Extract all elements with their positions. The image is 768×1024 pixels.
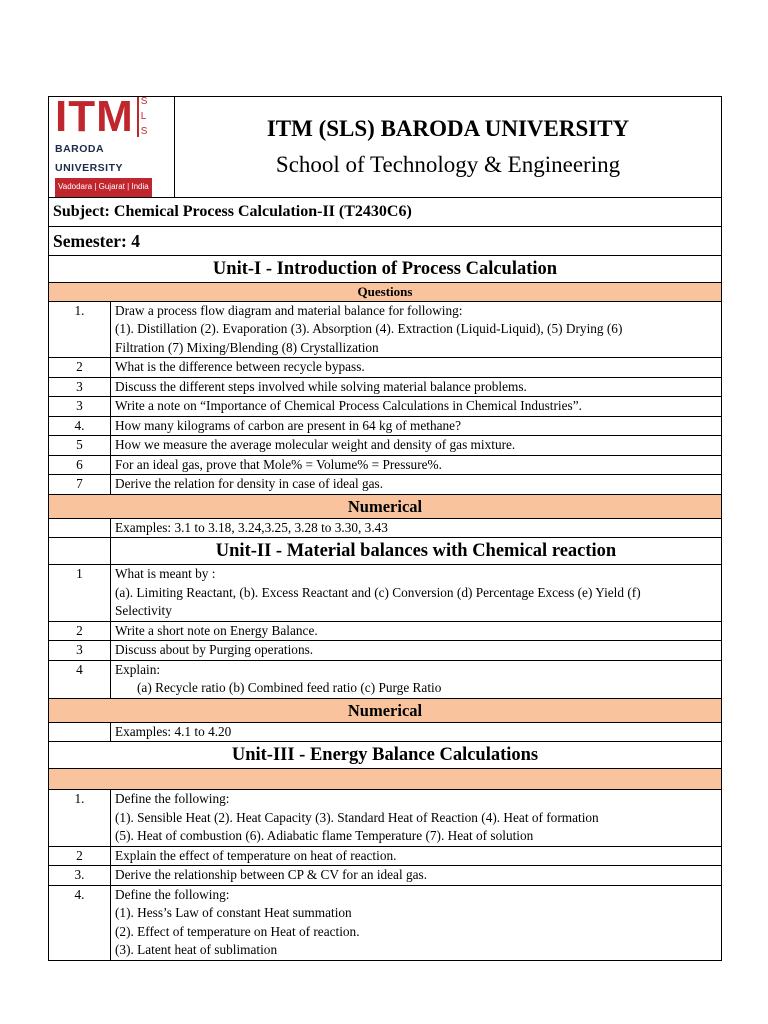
logo-name: BARODA UNIVERSITY	[55, 143, 124, 174]
questions-header: Questions	[49, 282, 722, 301]
question-line: (1). Sensible Heat (2). Heat Capacity (3). Standard Heat of Reaction (4). Heat of formation	[115, 809, 599, 825]
question-row	[49, 885, 722, 960]
question-row	[49, 641, 722, 661]
question-number: 3	[49, 397, 111, 417]
question-line: (2). Effect of temperature on Heat of reaction.	[115, 923, 360, 939]
question-line: Explain:	[115, 661, 161, 677]
question-number: 7	[49, 475, 111, 495]
question-text	[111, 641, 722, 661]
question-text	[111, 436, 722, 456]
unit-3-title: Unit-III - Energy Balance Calculations	[49, 742, 722, 769]
question-text	[111, 621, 722, 641]
unit-1-title: Unit-I - Introduction of Process Calculation	[49, 255, 722, 282]
question-text	[111, 416, 722, 436]
question-row	[49, 621, 722, 641]
question-line: Selectivity	[115, 603, 172, 618]
header-row	[49, 97, 722, 198]
university-title: ITM (SLS) BARODA UNIVERSITY	[266, 115, 630, 141]
question-text	[111, 565, 722, 622]
logo-subtitle: Vadodara | Gujarat | India	[55, 178, 152, 197]
question-row	[49, 846, 722, 866]
question-line: For an ideal gas, prove that Mole% = Volume% = Pressure%.	[115, 456, 442, 472]
question-row	[49, 397, 722, 417]
university-logo	[49, 92, 174, 197]
question-row	[49, 475, 722, 495]
question-row	[49, 565, 722, 622]
question-line: Define the following:	[115, 791, 230, 806]
question-line: Discuss about by Purging operations.	[115, 642, 314, 657]
question-number: 5	[49, 436, 111, 456]
question-text	[111, 377, 722, 397]
question-text	[111, 660, 722, 698]
question-row	[49, 301, 722, 358]
question-line: Filtration (7) Mixing/Blending (8) Crystallization	[115, 339, 379, 355]
unit-2-examples: Examples: 4.1 to 4.20	[111, 722, 722, 742]
question-number: 2	[49, 846, 111, 866]
question-line: (1). Hess’s Law of constant Heat summation	[115, 905, 352, 920]
question-row	[49, 416, 722, 436]
question-bank-page-main	[48, 92, 721, 961]
school-title: School of Technology & Engineering	[275, 151, 621, 177]
question-line: Derive the relation for density in case of ideal gas.	[115, 476, 384, 491]
question-line: (a). Limiting Reactant, (b). Excess Reactant and (c) Conversion (d) Percentage Excess (e) Yield (f)	[115, 584, 641, 600]
question-line: Write a short note on Energy Balance.	[115, 622, 318, 638]
question-line: Write a note on “Importance of Chemical Process Calculations in Chemical Industries”.	[115, 398, 582, 413]
question-number: 6	[49, 455, 111, 475]
question-number: 3	[49, 377, 111, 397]
question-line: What is the difference between recycle bypass.	[115, 359, 365, 374]
question-line: Draw a process flow diagram and material balance for following:	[115, 302, 463, 318]
semester-line: Semester: 4	[49, 226, 722, 255]
logo-cell	[49, 92, 175, 197]
question-text	[111, 397, 722, 417]
question-row	[49, 790, 722, 847]
question-line: (5). Heat of combustion (6). Adiabatic flame Temperature (7). Heat of solution	[115, 828, 534, 843]
question-text	[111, 866, 722, 886]
question-line: What is meant by :	[115, 566, 216, 581]
question-line: Explain the effect of temperature on heat of reaction.	[115, 847, 397, 863]
question-text	[111, 846, 722, 866]
question-subline: (a) Recycle ratio (b) Combined feed ratio (c) Purge Ratio	[137, 680, 442, 695]
question-row	[49, 436, 722, 456]
question-number: 1.	[49, 790, 111, 847]
question-number: 4	[49, 660, 111, 698]
main-table	[48, 92, 722, 961]
question-line: (1). Distillation (2). Evaporation (3). Absorption (4). Extraction (Liquid-Liquid), (5) Drying (6)	[115, 321, 623, 336]
question-text	[111, 475, 722, 495]
question-text	[111, 790, 722, 847]
unit-2-numerical-header: Numerical	[49, 698, 722, 722]
question-number: 3.	[49, 866, 111, 886]
question-number: 2	[49, 621, 111, 641]
question-text	[111, 358, 722, 378]
question-text	[111, 455, 722, 475]
unit-1-questions	[49, 301, 722, 494]
question-row	[49, 377, 722, 397]
unit-3-questions	[49, 790, 722, 961]
question-number: 2	[49, 358, 111, 378]
logo-side: S L S	[137, 97, 148, 137]
title-cell	[175, 97, 722, 197]
unit-3-blank-header	[49, 769, 722, 790]
unit-2-title: Unit-II - Material balances with Chemical reaction	[111, 538, 722, 565]
unit-1-examples: Examples: 3.1 to 3.18, 3.24,3.25, 3.28 to 3.30, 3.43	[111, 518, 722, 538]
question-text	[111, 885, 722, 960]
unit-2-questions	[49, 565, 722, 699]
question-line: How we measure the average molecular weight and density of gas mixture.	[115, 437, 516, 452]
question-number: 3	[49, 641, 111, 661]
question-number: 1.	[49, 301, 111, 358]
question-text	[111, 301, 722, 358]
question-line: Derive the relationship between CP & CV for an ideal gas.	[115, 867, 428, 882]
question-line: How many kilograms of carbon are present in 64 kg of methane?	[115, 417, 461, 433]
logo-mark: ITM	[55, 92, 134, 141]
question-line: Define the following:	[115, 886, 230, 902]
question-number: 4.	[49, 416, 111, 436]
question-number: 4.	[49, 885, 111, 960]
question-line: Discuss the different steps involved while solving material balance problems.	[115, 378, 527, 394]
question-row	[49, 455, 722, 475]
subject-line: Subject: Chemical Process Calculation-II (T2430C6)	[49, 197, 722, 226]
question-line: (3). Latent heat of sublimation	[115, 942, 278, 957]
unit-1-numerical-header: Numerical	[49, 494, 722, 518]
question-row	[49, 660, 722, 698]
question-row	[49, 358, 722, 378]
question-number: 1	[49, 565, 111, 622]
question-row	[49, 866, 722, 886]
